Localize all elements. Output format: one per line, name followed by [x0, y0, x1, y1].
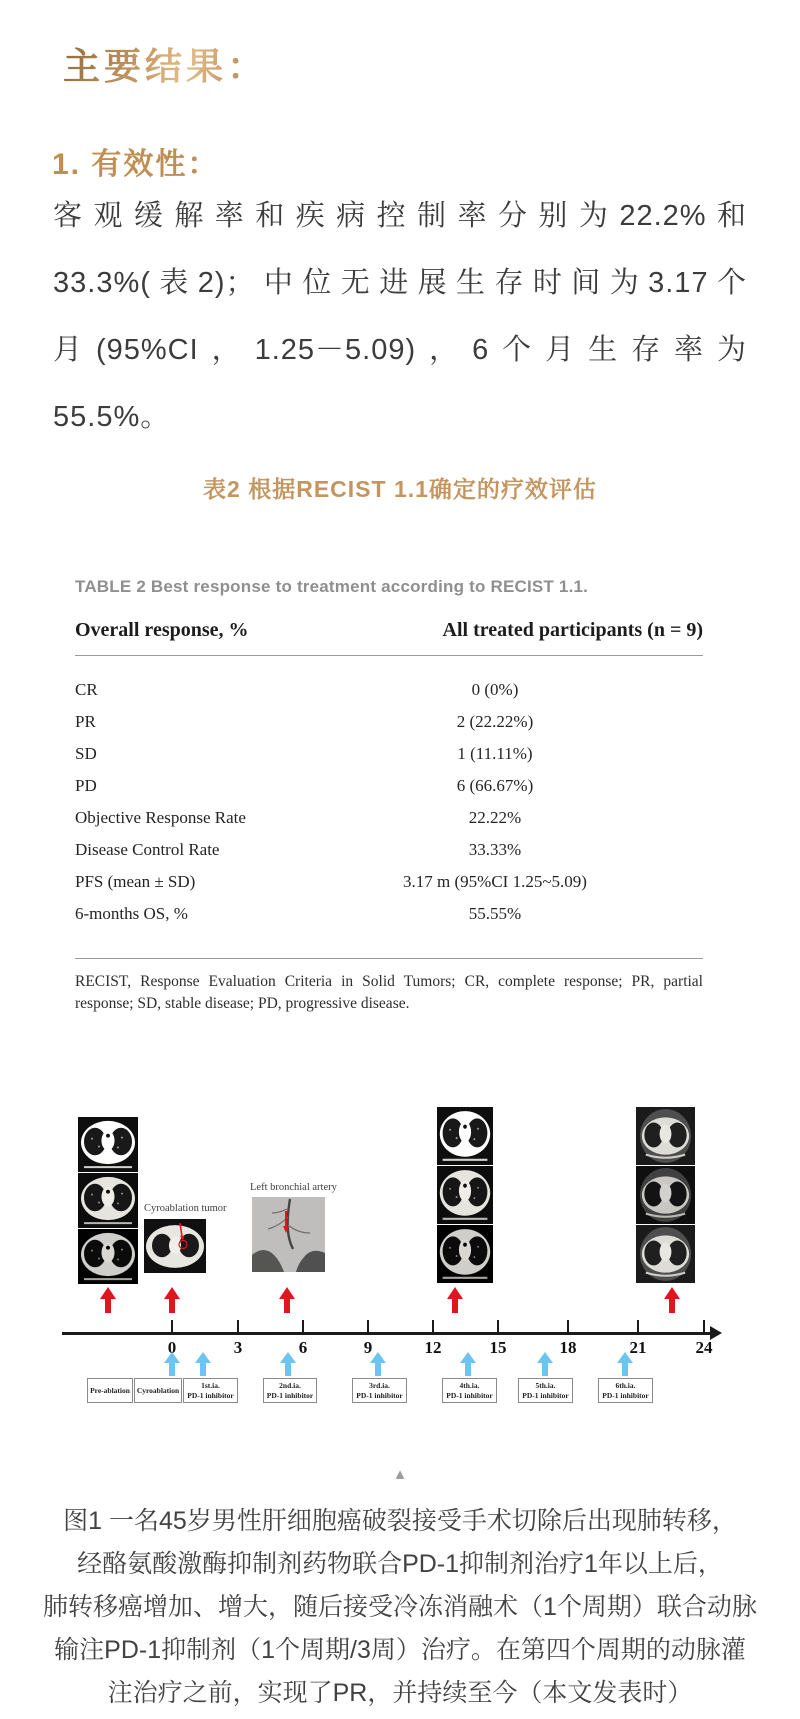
page-title: 主要结果： [63, 36, 268, 90]
axis-tick [367, 1320, 369, 1333]
ct-stack-latest [636, 1107, 695, 1283]
blue-up-arrow-icon [195, 1352, 211, 1376]
event-label: 2nd.ia. [279, 1381, 301, 1390]
axis-tick-label: 15 [489, 1338, 507, 1357]
row-value: 33.33% [468, 840, 522, 859]
event-box [134, 1378, 182, 1403]
table-row [75, 802, 703, 834]
table-row [75, 898, 703, 930]
row-label: PD [75, 776, 97, 795]
ct-stack-preablation [78, 1117, 138, 1284]
red-up-arrow-icon [447, 1287, 463, 1313]
figure-caption-line: 输注PD-1抑制剂（1个周期/3周）治疗。在第四个周期的动脉灌 [54, 1636, 746, 1664]
table-col1-header: Overall response, % [75, 619, 249, 641]
table-row [75, 770, 703, 802]
axis-tick [637, 1320, 639, 1333]
blue-up-arrow-icon [370, 1352, 386, 1376]
row-label: PR [75, 712, 96, 731]
row-value: 55.55% [468, 904, 522, 923]
ct-scan-image [78, 1117, 138, 1172]
event-label: PD-1 inhibitor [602, 1390, 649, 1400]
timeline-axis [62, 1332, 712, 1335]
event-label: Pre-ablation [90, 1385, 130, 1395]
axis-tick [432, 1320, 434, 1333]
angiogram-image [252, 1197, 325, 1272]
figure-caption-line: 经酪氨酸激酶抑制剂药物联合PD-1抑制剂治疗1年以上后， [77, 1550, 723, 1578]
table-rule-bottom [75, 958, 703, 959]
row-label: 6-months OS, % [75, 904, 188, 923]
axis-tick [497, 1320, 499, 1333]
axis-tick-label: 0 [167, 1338, 177, 1357]
figure-caption [40, 1500, 760, 1715]
blue-up-arrow-icon [460, 1352, 476, 1376]
event-box [518, 1378, 573, 1403]
event-box [87, 1378, 133, 1403]
row-label: Objective Response Rate [75, 808, 246, 827]
table-row [75, 738, 703, 770]
results-table [75, 577, 703, 1015]
row-value: 6 (66.67%) [456, 776, 534, 795]
table-footnote: RECIST, Response Evaluation Criteria in Solid Tumors; CR, complete response; PR, partial response; SD, stable disease; PD, progressive disease. [75, 973, 703, 1012]
row-value: 1 (11.11%) [457, 744, 533, 763]
red-up-arrow-icon [664, 1287, 680, 1313]
event-box [352, 1378, 407, 1403]
table-col2-header: All treated participants (n = 9) [442, 619, 703, 641]
ct-scan-image [437, 1166, 493, 1224]
blue-up-arrow-icon [164, 1352, 180, 1376]
event-label: 1st.ia. [201, 1381, 220, 1390]
ct-scan-image [78, 1229, 138, 1284]
section-heading: 1. 有效性： [52, 148, 220, 181]
body-paragraph [53, 183, 747, 451]
event-label: PD-1 inhibitor [266, 1390, 314, 1400]
row-value: 22.22% [468, 808, 522, 827]
triangle-up-icon: ▲ [392, 1466, 408, 1483]
axis-tick [302, 1320, 304, 1333]
row-value: 3.17 m (95%CI 1.25~5.09) [403, 872, 587, 891]
event-box [598, 1378, 653, 1403]
table-rule-top [75, 655, 703, 656]
row-value: 0 (0%) [471, 680, 519, 699]
ct-scan-image [437, 1107, 493, 1165]
table-row [75, 834, 703, 866]
event-label: 6th.ia. [615, 1381, 636, 1390]
event-label: 5th.ia. [535, 1381, 556, 1390]
table-row [75, 674, 703, 706]
paragraph-line: 33.3%(表2)；中位无进展生存时间为3.17个 [53, 267, 747, 299]
event-label: 3rd.ia. [369, 1381, 390, 1390]
blue-up-arrow-icon [537, 1352, 553, 1376]
axis-tick-label: 24 [695, 1338, 713, 1357]
event-box [183, 1378, 238, 1403]
axis-tick [171, 1320, 173, 1333]
event-box [263, 1378, 317, 1403]
axis-tick [567, 1320, 569, 1333]
paragraph-line: 客观缓解率和疾病控制率分别为22.2%和 [53, 200, 747, 232]
table-body [75, 674, 703, 930]
red-up-arrow-icon [279, 1287, 295, 1313]
axis-tick-label: 6 [298, 1338, 308, 1357]
paragraph-line: 月(95%CI，1.25－5.09)，6个月生存率为 [53, 334, 747, 366]
blue-up-arrow-icon [617, 1352, 633, 1376]
ct-scan-image [437, 1225, 493, 1283]
table-row [75, 866, 703, 898]
ct-scan-image [636, 1107, 695, 1165]
row-value: 2 (22.22%) [456, 712, 534, 731]
table-header-row [75, 619, 703, 642]
axis-tick-label: 3 [233, 1338, 243, 1357]
table-caption-cn: 表2 根据RECIST 1.1确定的疗效评估 [203, 476, 597, 502]
event-label: PD-1 inhibitor [187, 1390, 234, 1400]
event-label: PD-1 inhibitor [356, 1390, 403, 1400]
axis-tick-label: 21 [629, 1338, 647, 1357]
red-up-arrow-icon [100, 1287, 116, 1313]
event-label: PD-1 inhibitor [522, 1390, 569, 1400]
event-box [442, 1378, 497, 1403]
row-label: Disease Control Rate [75, 840, 220, 859]
ct-stack-cycle4 [437, 1107, 493, 1283]
table-row [75, 706, 703, 738]
event-label: 4th.ia. [459, 1381, 480, 1390]
left-bronchial-artery-label: Left bronchial artery [250, 1182, 337, 1193]
figure-caption-line: 注治疗之前，实现了PR，并持续至今（本文发表时） [107, 1679, 693, 1707]
axis-tick-label: 9 [363, 1338, 373, 1357]
cryoablation-tumor-label: Cyroablation tumor [144, 1203, 227, 1214]
row-label: CR [75, 680, 98, 699]
blue-up-arrow-icon [280, 1352, 296, 1376]
axis-tick [703, 1320, 705, 1333]
ct-scan-image [636, 1166, 695, 1224]
ct-scan-image [636, 1225, 695, 1283]
ct-scan-image [78, 1173, 138, 1228]
row-label: SD [75, 744, 97, 763]
row-label: PFS (mean ± SD) [75, 872, 196, 891]
axis-tick-label: 12 [424, 1338, 442, 1357]
axis-tick [237, 1320, 239, 1333]
table-title: TABLE 2 Best response to treatment according to RECIST 1.1. [75, 577, 589, 596]
event-label: Cyroablation [136, 1385, 180, 1395]
figure-caption-line: 图1 一名45岁男性肝细胞癌破裂接受手术切除后出现肺转移， [63, 1507, 737, 1535]
paragraph-line: 55.5%。 [53, 401, 171, 433]
figure-caption-line: 肺转移癌增加、增大，随后接受冷冻消融术（1个周期）联合动脉 [43, 1593, 757, 1621]
axis-tick-label: 18 [559, 1338, 577, 1357]
red-up-arrow-icon [164, 1287, 180, 1313]
event-label: PD-1 inhibitor [446, 1390, 493, 1400]
cryoablation-ct-image [144, 1219, 206, 1273]
